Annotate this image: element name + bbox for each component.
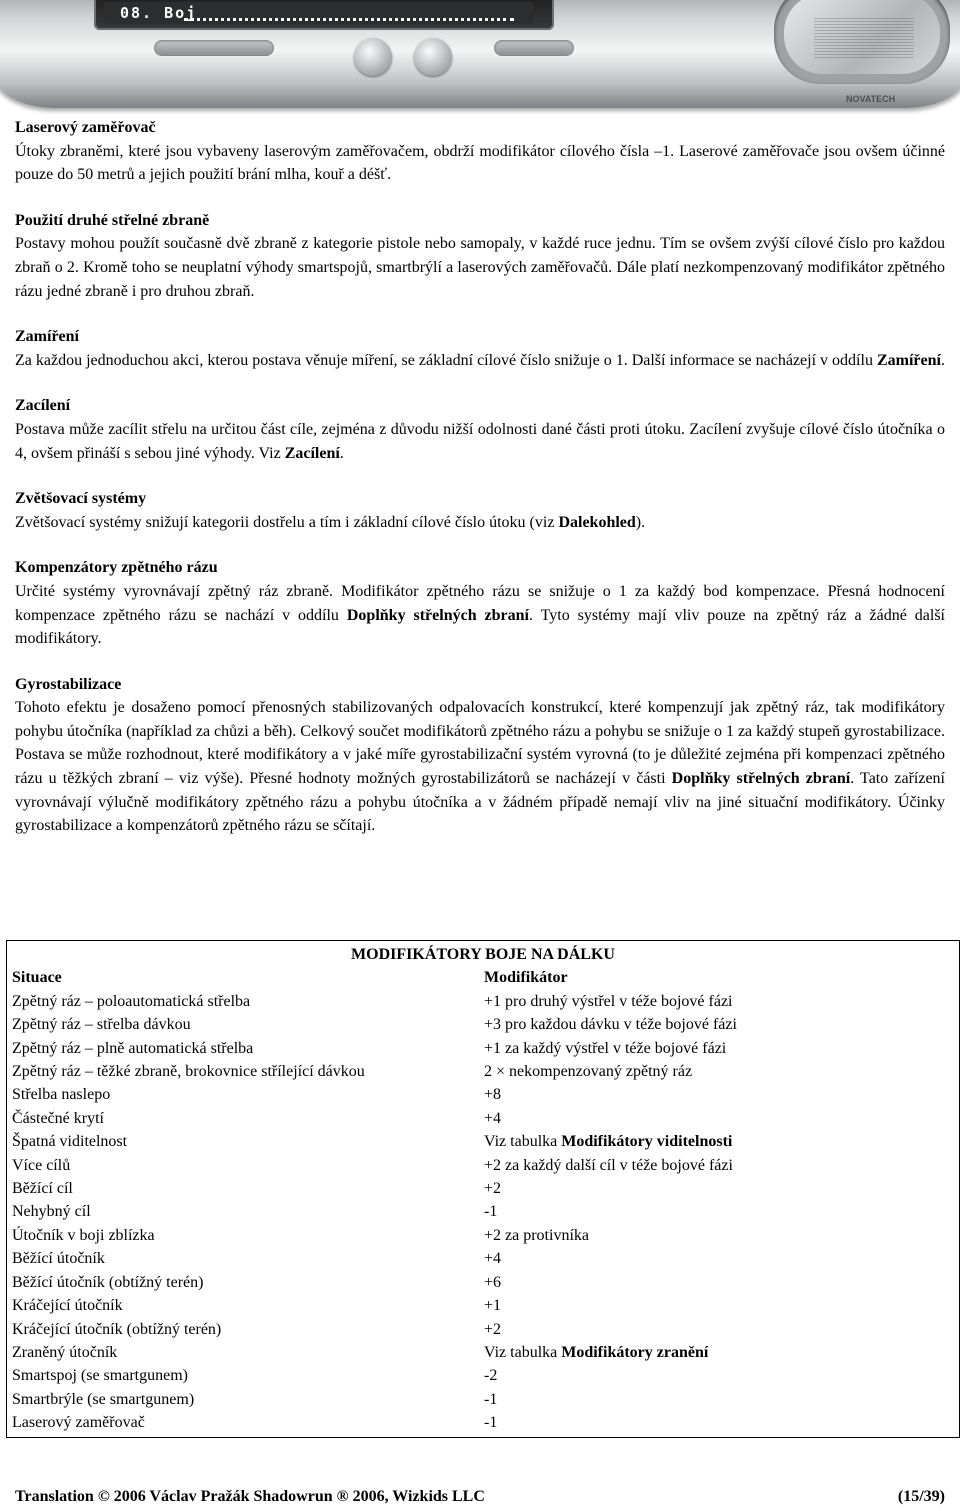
- section-magnification: [15, 487, 945, 534]
- situation-cell: Zpětný ráz – těžké zbraně, brokovnice střílející dávkou: [12, 1063, 365, 1081]
- modifier-cell: -1: [484, 1390, 498, 1408]
- table-row: [7, 1224, 959, 1247]
- table-title: MODIFIKÁTORY BOJE NA DÁLKU: [351, 946, 615, 963]
- section-laser: [15, 116, 945, 187]
- table-row: [7, 1411, 959, 1434]
- section-heading: Zvětšovací systémy: [15, 490, 147, 508]
- modifier-cell: -1: [484, 1203, 498, 1221]
- table-row: [7, 990, 959, 1013]
- modifier-cell: +1 za každý výstřel v téže bojové fázi: [484, 1039, 727, 1057]
- table-row: [7, 1037, 959, 1060]
- situation-cell: Střelba naslepo: [12, 1086, 111, 1104]
- section-text: Tohoto efektu je dosaženo pomocí přenosných stabilizovaných odpalovacích konstrukcí, které kompenzují jak zpětný ráz, tak modifikátory pohybu útočníka (například za chůzi a běh). Celkový součet modifikátorů zpětného rázu a pohybu se snižuje o 1 za každý stupeň gyrostabilizace. Postava se může rozhodnout, které modifikátory a v jaké míře gyrostabilizační systém vyrovná (to je důležité zejména při kompenzaci zpětného rázu u těžkých zbraní – viz výše). Přesné hodnoty možných gyrostabilizátorů se nacházejí v části Doplňky střelných zbraní. Tato zařízení vyrovnávají výlučně modifikátory zpětného rázu a pohybu útočníka a v žádném případě nemají vliv na jiné situační modifikátory. Účinky gyrostabilizace a kompenzátorů zpětného rázu se sčítají.: [15, 699, 945, 835]
- situation-cell: Zpětný ráz – poloautomatická střelba: [12, 992, 251, 1010]
- modifiers-table: [6, 940, 960, 1438]
- situation-cell: Více cílů: [12, 1156, 71, 1174]
- table-row: [7, 1177, 959, 1200]
- section-aiming: [15, 325, 945, 372]
- modifier-cell: 2 × nekompenzovaný zpětný ráz: [484, 1063, 693, 1081]
- situation-cell: Běžící útočník (obtížný terén): [12, 1273, 204, 1291]
- header-banner: [0, 0, 960, 118]
- brand-logo: NOVATECH: [846, 94, 896, 104]
- footer: [15, 1487, 945, 1507]
- table-row: [7, 1271, 959, 1294]
- situation-cell: Běžící útočník: [12, 1250, 105, 1268]
- situation-cell: Kráčející útočník (obtížný terén): [12, 1320, 222, 1338]
- column-header: Modifikátor: [484, 969, 568, 987]
- table-header-row: [7, 966, 959, 989]
- situation-cell: Smartbrýle (se smartgunem): [12, 1390, 195, 1408]
- section-heading: Kompenzátory zpětného rázu: [15, 559, 218, 577]
- modifier-cell: +4: [484, 1250, 502, 1268]
- knob-icon: [414, 38, 452, 76]
- modifier-cell: -1: [484, 1414, 498, 1432]
- section-targeting: [15, 394, 945, 465]
- table-row: [7, 1154, 959, 1177]
- table-row: [7, 1200, 959, 1223]
- situation-cell: Útočník v boji zblízka: [12, 1226, 155, 1244]
- modifier-cell: +2: [484, 1180, 502, 1198]
- section-heading: Gyrostabilizace: [15, 675, 122, 693]
- situation-cell: Laserový zaměřovač: [12, 1414, 145, 1432]
- situation-cell: Špatná viditelnost: [12, 1133, 128, 1151]
- title-bar: [94, 0, 554, 30]
- situation-cell: Kráčející útočník: [12, 1297, 123, 1315]
- modifier-cell: Viz tabulka Modifikátory zranění: [484, 1343, 709, 1361]
- section-text: Útoky zbraněmi, které jsou vybaveny laserovým zaměřovačem, obdrží modifikátor cílového čísla –1. Laserové zaměřovače jsou ovšem účinné pouze do 50 metrů a jejich použití brání mlha, kouř a déšť.: [15, 142, 945, 184]
- slot-decoration: [154, 40, 274, 56]
- column-header: Situace: [12, 969, 62, 987]
- modifier-cell: +4: [484, 1109, 502, 1127]
- section-text: Postavy mohou použít současně dvě zbraně z kategorie pistole nebo samopaly, v každé ruce jednu. Tím se ovšem zvýší cílové číslo pro každou zbraň o 2. Kromě toho se neuplatní výhody smartspojů, smartbrýlí a laserových zaměřovačů. Dále platí nezkompenzovaný modifikátor zpětného rázu jedné zbraně i pro druhou zbraň.: [15, 235, 945, 300]
- section-heading: Laserový zaměřovač: [15, 119, 156, 136]
- footer-copyright: Translation © 2006 Václav Pražák Shadowrun ® 2006, Wizkids LLC: [15, 1488, 485, 1505]
- dots-decoration: [184, 15, 514, 21]
- modifier-cell: +3 pro každou dávku v téže bojové fázi: [484, 1016, 737, 1034]
- device-frame: [0, 0, 960, 108]
- section-heading: Zacílení: [15, 397, 71, 415]
- modifier-cell: +8: [484, 1086, 502, 1104]
- section-recoil: [15, 556, 945, 650]
- document-body: [15, 116, 945, 838]
- table-row: [7, 1318, 959, 1341]
- page-number: (15/39): [897, 1488, 945, 1505]
- modifier-cell: +6: [484, 1273, 502, 1291]
- section-text: Postava může zacílit střelu na určitou část cíle, zejména z důvodu nižší odolnosti dané části proti útoku. Zacílení zvyšuje cílové číslo útočníka o 4, ovšem přináší s sebou jiné výhody. Viz Zacílení.: [15, 420, 945, 462]
- knob-icon: [354, 38, 392, 76]
- section-gyro: [15, 673, 945, 838]
- section-text: Určité systémy vyrovnávají zpětný ráz zbraně. Modifikátor zpětného rázu se snižuje o 1 za každý bod kompenzace. Přesná hodnocení kompenzace zpětného rázu se nachází v oddílu Doplňky střelných zbraní. Tyto systémy mají vliv pouze na zpětný ráz a žádné další modifikátory.: [15, 582, 945, 648]
- table-row: [7, 1083, 959, 1106]
- table-row: [7, 1107, 959, 1130]
- slot-decoration: [494, 40, 574, 56]
- section-text: Za každou jednoduchou akci, kterou postava věnuje míření, se základní cílové číslo snižuje o 1. Další informace se nacházejí v oddílu Zamíření.: [15, 351, 945, 369]
- screen-decoration: [774, 0, 950, 84]
- table-row: [7, 1247, 959, 1270]
- section-second-weapon: [15, 209, 945, 303]
- modifier-cell: +2 za každý další cíl v téže bojové fázi: [484, 1156, 733, 1174]
- situation-cell: Zpětný ráz – plně automatická střelba: [12, 1039, 254, 1057]
- modifier-cell: Viz tabulka Modifikátory viditelnosti: [484, 1133, 733, 1151]
- section-text: Zvětšovací systémy snižují kategorii dostřelu a tím i základní cílové číslo útoku (viz Dalekohled).: [15, 513, 646, 531]
- modifier-cell: +2 za protivníka: [484, 1226, 589, 1244]
- table-row: [7, 1388, 959, 1411]
- situation-cell: Zpětný ráz – střelba dávkou: [12, 1016, 191, 1034]
- situation-cell: Smartspoj (se smartgunem): [12, 1367, 188, 1385]
- table-row: [7, 1013, 959, 1036]
- table-row: [7, 1341, 959, 1364]
- section-heading: Použití druhé střelné zbraně: [15, 211, 210, 229]
- modifier-cell: +2: [484, 1320, 502, 1338]
- table-row: [7, 1364, 959, 1387]
- situation-cell: Běžící cíl: [12, 1180, 73, 1198]
- table-row: [7, 1294, 959, 1317]
- situation-cell: Nehybný cíl: [12, 1203, 91, 1221]
- modifier-cell: +1: [484, 1297, 502, 1315]
- modifier-cell: -2: [484, 1367, 498, 1385]
- modifier-cell: +1 pro druhý výstřel v téže bojové fázi: [484, 992, 733, 1010]
- section-heading: Zamíření: [15, 328, 79, 346]
- chapter-title: 08. Boj: [120, 4, 198, 22]
- table-row: [7, 1060, 959, 1083]
- table-row: [7, 1130, 959, 1153]
- situation-cell: Částečné krytí: [12, 1109, 104, 1127]
- situation-cell: Zraněný útočník: [12, 1343, 118, 1361]
